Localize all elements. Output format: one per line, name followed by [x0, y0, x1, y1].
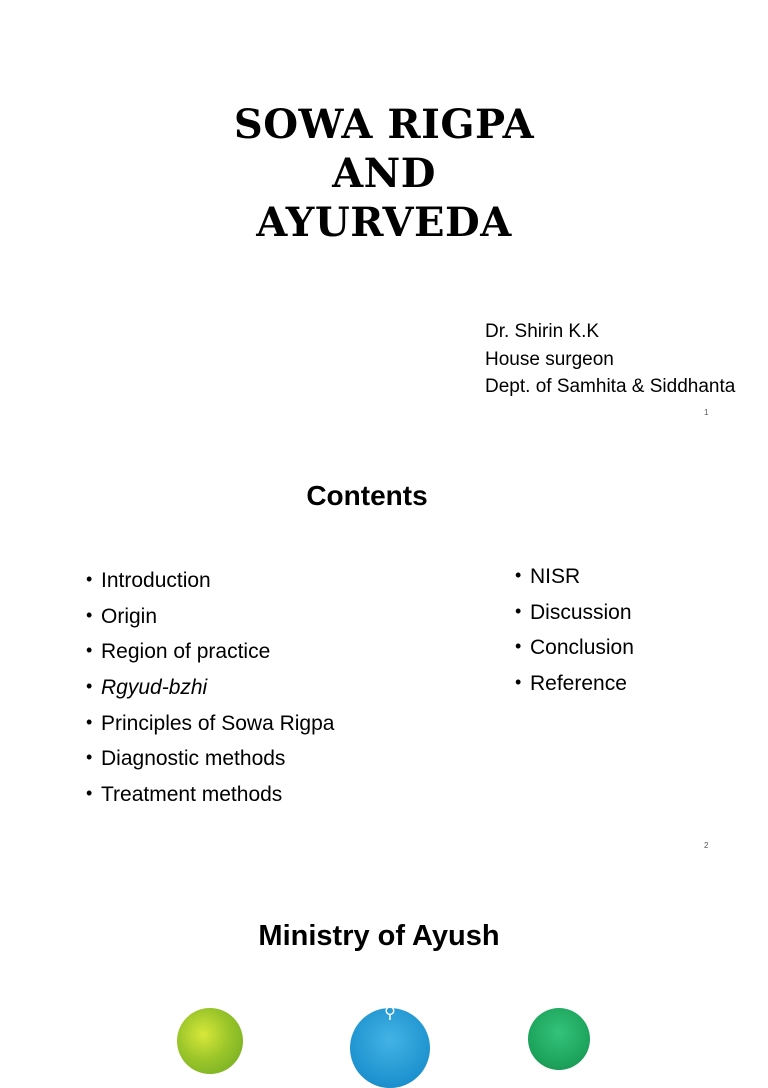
list-item: [86, 635, 334, 671]
bullet-icon: •: [515, 565, 522, 585]
list-item: [86, 564, 334, 600]
bullet-icon: •: [515, 672, 522, 693]
list-item-label: Principles of Sowa Rigpa: [101, 711, 335, 735]
list-item: [515, 560, 634, 596]
bullet-icon: •: [515, 636, 522, 657]
contents-list-right: [515, 560, 634, 703]
list-item: [86, 778, 334, 814]
bullet-icon: •: [86, 604, 93, 625]
bullet-icon: •: [86, 676, 93, 697]
bullet-icon: •: [86, 640, 93, 661]
figure-icon: ⚲: [384, 1003, 396, 1022]
slide-1: [0, 0, 768, 430]
list-item: [86, 742, 334, 778]
slide-title: [0, 100, 768, 247]
author-name: Dr. Shirin K.K: [485, 321, 600, 342]
list-item-label: Reference: [530, 672, 627, 696]
list-item: [515, 631, 634, 667]
page-number: 2: [704, 841, 709, 850]
slide-2: [0, 430, 768, 862]
list-item: [515, 596, 634, 632]
list-item: [86, 600, 334, 636]
list-item-label: Region of practice: [101, 640, 271, 664]
list-item-label: Treatment methods: [101, 783, 283, 807]
bullet-icon: •: [86, 569, 93, 589]
slide-3: [0, 862, 768, 1024]
list-item: [86, 707, 334, 743]
ministry-title: Ministry of Ayush: [258, 920, 500, 952]
author-role: House surgeon: [485, 348, 614, 370]
author-block: [485, 318, 735, 401]
list-item-label: Diagnostic methods: [101, 747, 286, 771]
left-logo-icon: [177, 1008, 243, 1074]
list-item-label: Conclusion: [530, 636, 634, 660]
list-item-label: NISR: [530, 565, 581, 588]
list-item: [515, 667, 634, 703]
bullet-icon: •: [515, 600, 522, 621]
bullet-icon: •: [86, 747, 93, 768]
bullet-icon: •: [86, 711, 93, 732]
page-number: 1: [704, 408, 709, 417]
title-line: SOWA RIGPA: [233, 101, 535, 148]
list-item-label: Discussion: [530, 600, 632, 624]
right-logo-icon: [528, 1008, 590, 1070]
contents-title: Contents: [306, 480, 428, 511]
contents-list-left: [86, 564, 334, 814]
title-line: AND: [332, 150, 436, 197]
list-item-label: Rgyud-bzhi: [101, 676, 208, 700]
list-item-label: Introduction: [101, 569, 211, 592]
title-line: AYURVEDA: [256, 199, 512, 246]
bullet-icon: •: [86, 783, 93, 804]
author-department: Dept. of Samhita & Siddhanta: [485, 376, 736, 397]
list-item: [86, 671, 334, 707]
list-item-label: Origin: [101, 604, 158, 628]
